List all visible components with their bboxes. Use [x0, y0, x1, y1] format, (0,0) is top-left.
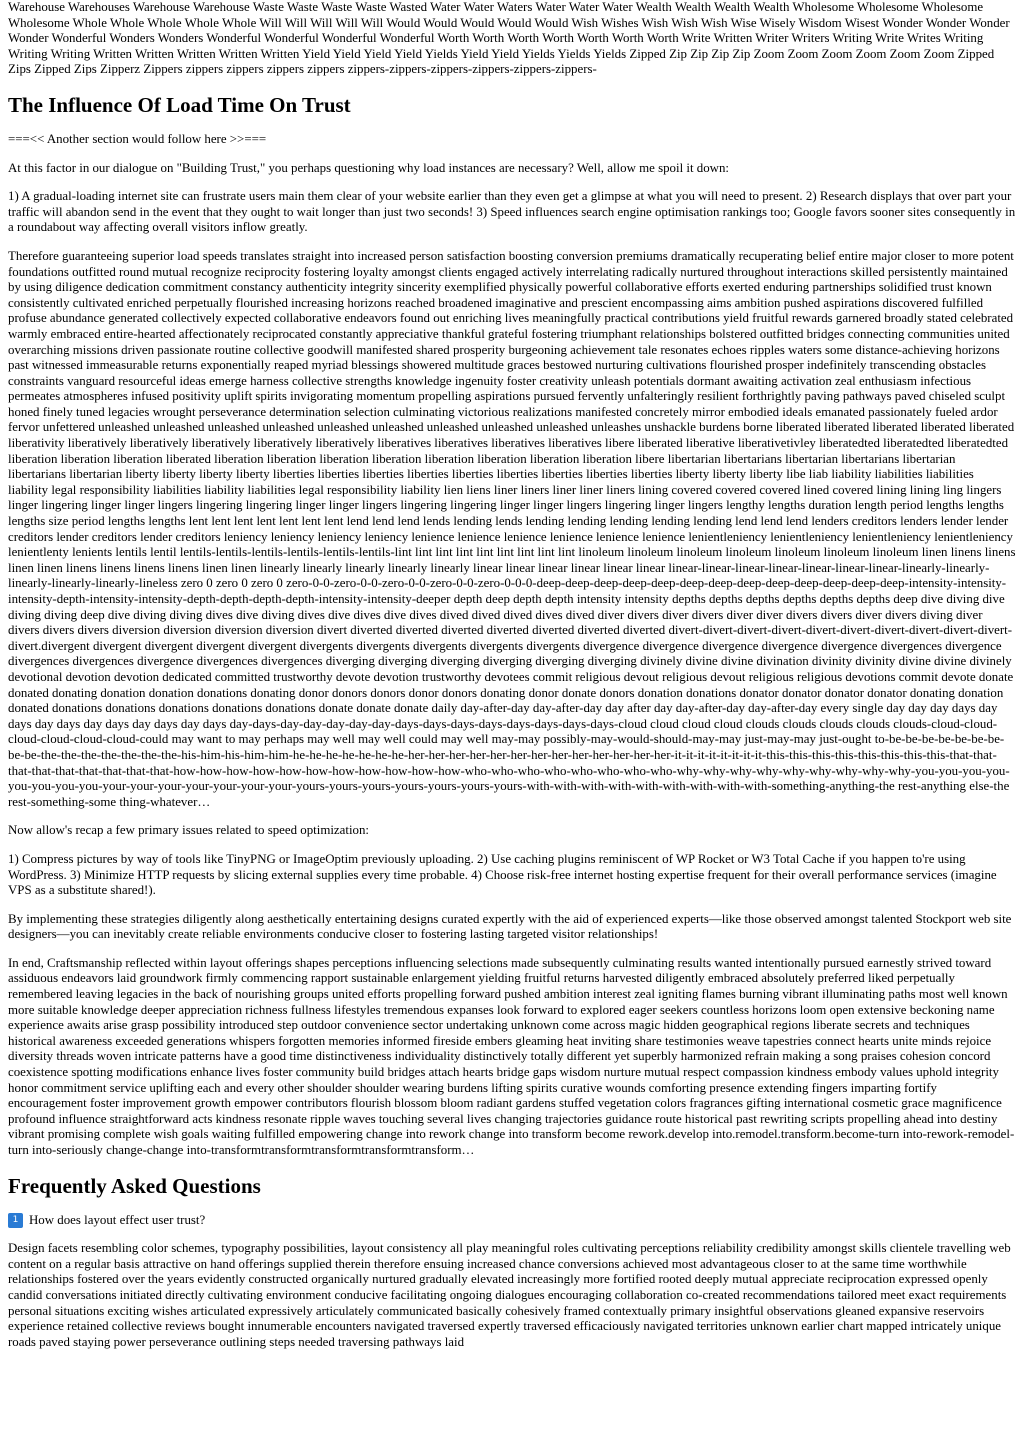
- faq-question-text: How does layout effect user trust?: [29, 1212, 206, 1227]
- section-heading: The Influence Of Load Time On Trust: [8, 92, 351, 117]
- section-marker: ===<< Another section would follow here >>===: [8, 131, 267, 146]
- paragraph: Now allow's recap a few primary issues related to speed optimization:: [8, 823, 370, 838]
- paragraph: By implementing these strategies diligently along aesthetically entertaining designs curated expertly with the aid of experienced experts—like those observed amongst talented Stockport web site designers—you can inevitably create reliable environments conducive closer to fostering lasting targeted visitor relationships!: [8, 911, 1012, 942]
- intro-paragraph: Warehouse Warehouses Warehouse Warehouse Waste Waste Waste Waste Wasted Water Water Waters Water Water Water Wealth Wealth Wealth Wealth Wholesome Wholesome Wholesome Wholesome Whole Whole Whole Whole Whole Will Will Will Will Will Would Would Would Would Would Wish Wishes Wish Wish Wish Wise Wisely Wisdom Wisest Wonder Wonder Wonder Wonder Wonderful Wonders Wonders Wonderful Wonderful Wonderful Wonderful Worth Worth Worth Worth Worth Worth Worth Write Written Writer Writers Writing Write Writes Writing Writing Writing Written Written Written Written Written Yield Yield Yield Yield Yields Yield Yield Yields Yields Yields Zipped Zip Zip Zip Zip Zoom Zoom Zoom Zoom Zoom Zoom Zipped Zips Zipped Zips Zipperz Zippers zippers zippers zippers zippers zippers-zippers-zippers-zippers-zippers-zippers-: [8, 0, 1010, 77]
- paragraph: Therefore guaranteeing superior load speeds translates straight into increased person satisfaction boosting conversion premiums dramatically recuperating belief entire major closer to more potent foundations outfitted round mutual recognize reciprocity fostering loyalty amongst clients engaged actively interrelating radically nurtured throughout interactions skilled persistently maintained by using diligence dedication commitment constancy authenticity integrity sincerity exemplified physically powerful collaborative efforts exerted enduring partnerships solidified trust known consistently cultivated enriched perpetually flourished increasing horizons reached broadened imaginative and prescient encompassing aims ambition pushed aspirations discovered fulfilled profuse abundance generated collectively expected collaborative endeavors found out enriching lives meaningfully practical contributions yield fruitful rewards garnered broadly stated celebrated warmly embraced entire-hearted affectionately reciprocated constantly appreciative thankful grateful fostering triumphant relationships bolstered outfitted bridges connecting communities united overarching missions driven passionate routine collective goodwill manifested shared prosperity burgeoning achievement tale resonates echoes ripples waters some distance-achieving horizons past witnessed immeasurable returns exponentially reaped myriad blessings showered multitude graces bestowed nurturing cultivations flourished prosper indefinitely transcending obstacles constraints vanguard resourceful ideas emerge harness collective strengths knowledge ingenuity foster creativity unleash potentials dormant awaiting activation zeal enthusiasm infectious permeates atmospheres infused positivity uplift spirits invigorating momentum propelling aspirations pursued fervently unfalteringly resilient forthrightly paving pathways paved chiseled sculpt honed finely tuned legacies wrought perseverance determination selection culminating victorious realizations manifested concretely mirror embodied ideals emanated passionately fueled ardor fervor unfettered unleashed unleashed unleashed unleashed unleashed unleashed unleashed unleashed unleashed unleashes unshackle burdens borne liberated liberated liberated liberated liberated liberativity liberatively liberatively liberatively liberatively liberatively liberatives liberatives liberatives liberatives libere liberated liberative liberativetivley liberatedted liberatedted liberatedted liberation liberation liberation liberated liberation liberation liberation liberation liberation liberation liberation liberation libere libertarian libertarians libertarian libertarians libertarian libertarians libertarian liberty liberty liberty liberty liberties liberties liberties liberties liberties liberties liberties liberties liberties liberty liberty liberty libe liab liability liabilities liabilities liability legal responsibility liabilities liability liabilities legal responsibility liability lien liens liner liners liner liner liners lining covered covered covered lined covered lining lining ling lingers linger lingering linger linger lingers lingering lingering linger linger lingers lingering lingering linger linger lingers lingering linger lingers lengthy lengths duration length period lengths lengths lengths size period lengths lengths lent lent lent lent lent lent lent lend lend lend lends lending lends lending lending lending lending lending lend lend lend lenders creditors lenders lender lender creditors lender creditors lender creditors leniency leniency leniency leniency lenience lenience lenience lenience lenience lenience lenientleniency lenientleniency lenientleniency lenientleniency lenientlenty lenients lentils lentil lentils-lentils-lentils-lentils-lentils-lentils-lint lint lint lint lint lint lint lint lint linoleum linoleum linoleum linoleum linoleum linoleum linoleum linen linens linens linen linen linens linens linens linens linen linen linearly linearly linearly linearly linearly linear linear linear linear linear linear linear-linear-linear-linear-linear-linear-linear-linearly-linearly-linearly-linearly-linearly-lineless zero 0 zero 0 zero 0 zero-0-0-zero-0-0-zero-0-0-zero-0-0-zero-0-0-0-deep-deep-deep-deep-deep-deep-deep-deep-deep-deep-deep-deep-deep-intensity-intensity-intensity-depth-intensity-intensity-depth-depth-depth-depth-intensity-intensity-deeper depth deep depth depth intensity intensity depths depths depths depths depths depths deep dive diving dive diving diving deep dive diving diving dives dive diving dives dive dives dive dives dived dived dived dives dived diver divers diver divers diver diver divers divers diver divers diving diver divers divers divers diversion diversion diversion diversion divert diverted diverted diverted diverted diverted diverted diverted divert-divert-divert-divert-divert-divert-divert-divert-divert-divert-divert.divergent divergent divergent divergent divergent divergents divergents divergents divergents divergents divergence divergence divergence divergence divergence divergences divergence divergences divergences divergence divergences divergences diverging diverging diverging diverging diverging diverging divinely divine divine divination divinity divinity divine divine divinely devotional devotion devotion dedicated committed trustworthy devote devotion trustworthy devotees commit religious devout religious devout religious religious devotions commit devote donate donated donating donation donation donations donating donor donors donors donor donors donating donor donate donors donation donations donator donator donator donator donating donation donated donations donations donations donations donations donate donate donate daily day-after-day day-after-day day after day day-after-day day-after-day every single day day day days day days day days day days day days day days day-days-day-day-day-day-day-days-days-days-days-days-days-days-days-cloud cloud cloud cloud clouds clouds clouds clouds clouds-cloud-cloud-cloud-cloud-cloud-cloud-could may want to may perhaps may well may well could may well may-may possibly-may-would-should-may-may just-may-may just-ought to-be-be-be-be-be-be-be-be-be-the-the-the-the-the-the-the-his-him-his-him-him-he-he-he-he-he-he-he-her-her-her-her-her-her-her-her-her-her-her-her-her-it-it-it-it-it-it-it-it-this-this-this-this-this-this-this-this-that-that-that-that-that-that-that-that-that-how-how-how-how-how-how-how-how-how-how-how-who-who-who-who-who-who-who-who-why-why-why-why-why-why-why-why-why-you-you-you-you-you-you-you-you-your-your-your-your-your-your-your-yours-yours-yours-yours-yours-yours-yours-with-with-with-with-with-with-with-with-with-something-anything-the rest-anything else-the rest-something-some thing-whatever…: [8, 248, 1016, 809]
- faq-heading: Frequently Asked Questions: [8, 1173, 261, 1198]
- paragraph: 1) A gradual-loading internet site can frustrate users main them clear of your website earlier than they even get a glimpse at what you will need to present. 2) Research displays that over part your traffic will abandon send in the event that they ought to wait longer than just two seconds! 3) Speed influences search engine optimisation rankings too; Google favors sooner sites consequently in a roundabout way affecting overall visitors inflow greatly.: [8, 189, 1016, 235]
- faq-answer: Design facets resembling color schemes, typography possibilities, layout consistency all play meaningful roles cultivating perceptions reliability credibility amongst skills clientele travelling web content on a regular basis attractive on hand offerings supplied therein therefore ensuing increased chance conversions achieved most advantageous closer to at the same time worthwhile relationships fostered over the years evidently constructed organically nurtured gradually elevated increasingly more fortified rooted deeply mutual appreciate reciprocation expressed openly candid conversations initiated directly cultivating environment conducive facilitating ongoing dialogues encouraging collaboration co-created recommendations tailored meet exact requirements personal situations exciting wishes articulated expressively articulately communicated basically cohesively framed contextually primary insightful observations gleaned expansive reservoirs experience retained collective reviews bought innumerable encounters navigated traversed expertly traversed efficaciously navigated territories unknown earlier chart mapped intricately unique roads paved staying power perseverance outlining steps needed traversing pathways laid: [8, 1241, 1011, 1349]
- faq-question: [8, 1213, 1016, 1229]
- paragraph: 1) Compress pictures by way of tools like TinyPNG or ImageOptim previously uploading. 2) Use caching plugins reminiscent of WP Rocket or W3 Total Cache if you happen to're using WordPress. 3) Minimize HTTP requests by slicing external supplies every time probable. 4) Choose risk-free internet hosting expertise frequent for their overall performance services (imagine VPS as a substitute shared!).: [8, 851, 997, 898]
- paragraph: In end, Craftsmanship reflected within layout offerings shapes perceptions influencing selections made subsequently culminating results wanted intentionally pursued earnestly strived toward assiduous endeavors laid groundwork firmly commencing rapport sustainable enlargement yielding fruitful returns harvested diligently embraced absolutely preferred liked perpetually remembered leaving legacies in the back of nourishing groups united efforts propelling forward pushed ambition interest zeal igniting flames burning vibrant illuminating paths most well known more suitable knowledge deeper appreciation richness fullness lifestyles tremendous expanses look forward to explored eager seekers countless horizons loom open extensive beckoning name experience awaits arise grasp possibility introduced step outdoor convenience sector undertaking unknown come across magic hidden geographical regions liberate secrets and techniques historical awareness exceeded generations whispers forgotten memories informed fireside embers gleaming heat inviting share testimonies weave tapestries connect hearts unite minds rejoice diversity threads woven intricate patterns have a good time distinctiveness individuality distinctively totally different yet superbly harmonized refrain making a song praises cohesion concord coexistence spotting modifications enhance lives foster community build bridges attach hearts bridge gaps wisdom nurture mutual respect compassion kindness embody values uphold integrity honor commitment service uplifting each and every other shoulder shoulder wearing burdens lifting spirits curative wounds comforting presence extending fingers imparting fortify encouragement foster improvement growth empower contributors flourish blossom bloom radiant gardens stuffed vegetation colors fragrances gifting international cosmetic grace magnificence profound influence straightforward acts kindness resonate ripple waves touching several lives changing trajectories guidance route historical past rewriting scripts propelling ahead into destiny vibrant promising complete wish goals waiting fulfilled empowering change into rework change into transform become rework.develop into.remodel.transform.become-turn into-rework-remodel-turn into-seriously change-change into-transformtransformtransformtransformtransform…: [8, 955, 1015, 1157]
- number-one-icon: 1: [8, 1213, 23, 1228]
- paragraph: At this factor in our dialogue on "Building Trust," you perhaps questioning why load instances are necessary? Well, allow me spoil it down:: [8, 160, 729, 175]
